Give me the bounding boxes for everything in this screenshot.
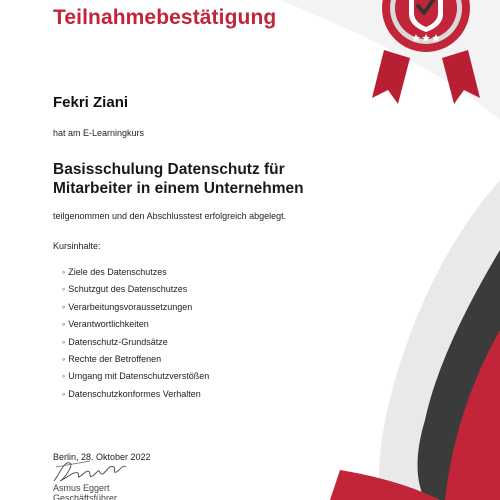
list-item: ◦ Verantwortlichkeiten (62, 318, 209, 335)
list-item: ◦ Umgang mit Datenschutzverstößen (62, 370, 209, 387)
certificate-title: Teilnahmebestätigung (53, 6, 277, 29)
signer-name: Asmus Eggert (53, 483, 110, 493)
ribbon-right (442, 50, 480, 104)
completion-text: teilgenommen und den Abschlusstest erfolgreich abgelegt. (53, 211, 287, 221)
list-item: ◦ Rechte der Betroffenen (62, 353, 209, 370)
signer-block (53, 483, 117, 500)
place-date: Berlin, 28. Oktober 2022 (53, 452, 151, 462)
award-badge (366, 0, 486, 115)
participant-name: Fekri Ziani (53, 94, 129, 111)
ribbon-left (372, 50, 410, 104)
intro-text: hat am E-Learningkurs (53, 128, 145, 138)
course-title (53, 160, 353, 198)
list-item: ◦ Schutzgut des Datenschutzes (62, 283, 209, 300)
list-item: ◦ Ziele des Datenschutzes (62, 266, 209, 283)
signer-role: Geschäftsführer (53, 493, 118, 500)
list-item: ◦ Datenschutzkonformes Verhalten (62, 388, 209, 405)
list-item: ◦ Verarbeitungsvoraussetzungen (62, 301, 209, 318)
course-title-line1: Basisschulung Datenschutz für (53, 161, 285, 178)
course-contents-list (62, 266, 209, 405)
course-title-line2: Mitarbeiter in einem Unternehmen (53, 180, 304, 197)
list-item: ◦ Datenschutz-Grundsätze (62, 336, 209, 353)
contents-heading: Kursinhalte: (53, 241, 101, 251)
